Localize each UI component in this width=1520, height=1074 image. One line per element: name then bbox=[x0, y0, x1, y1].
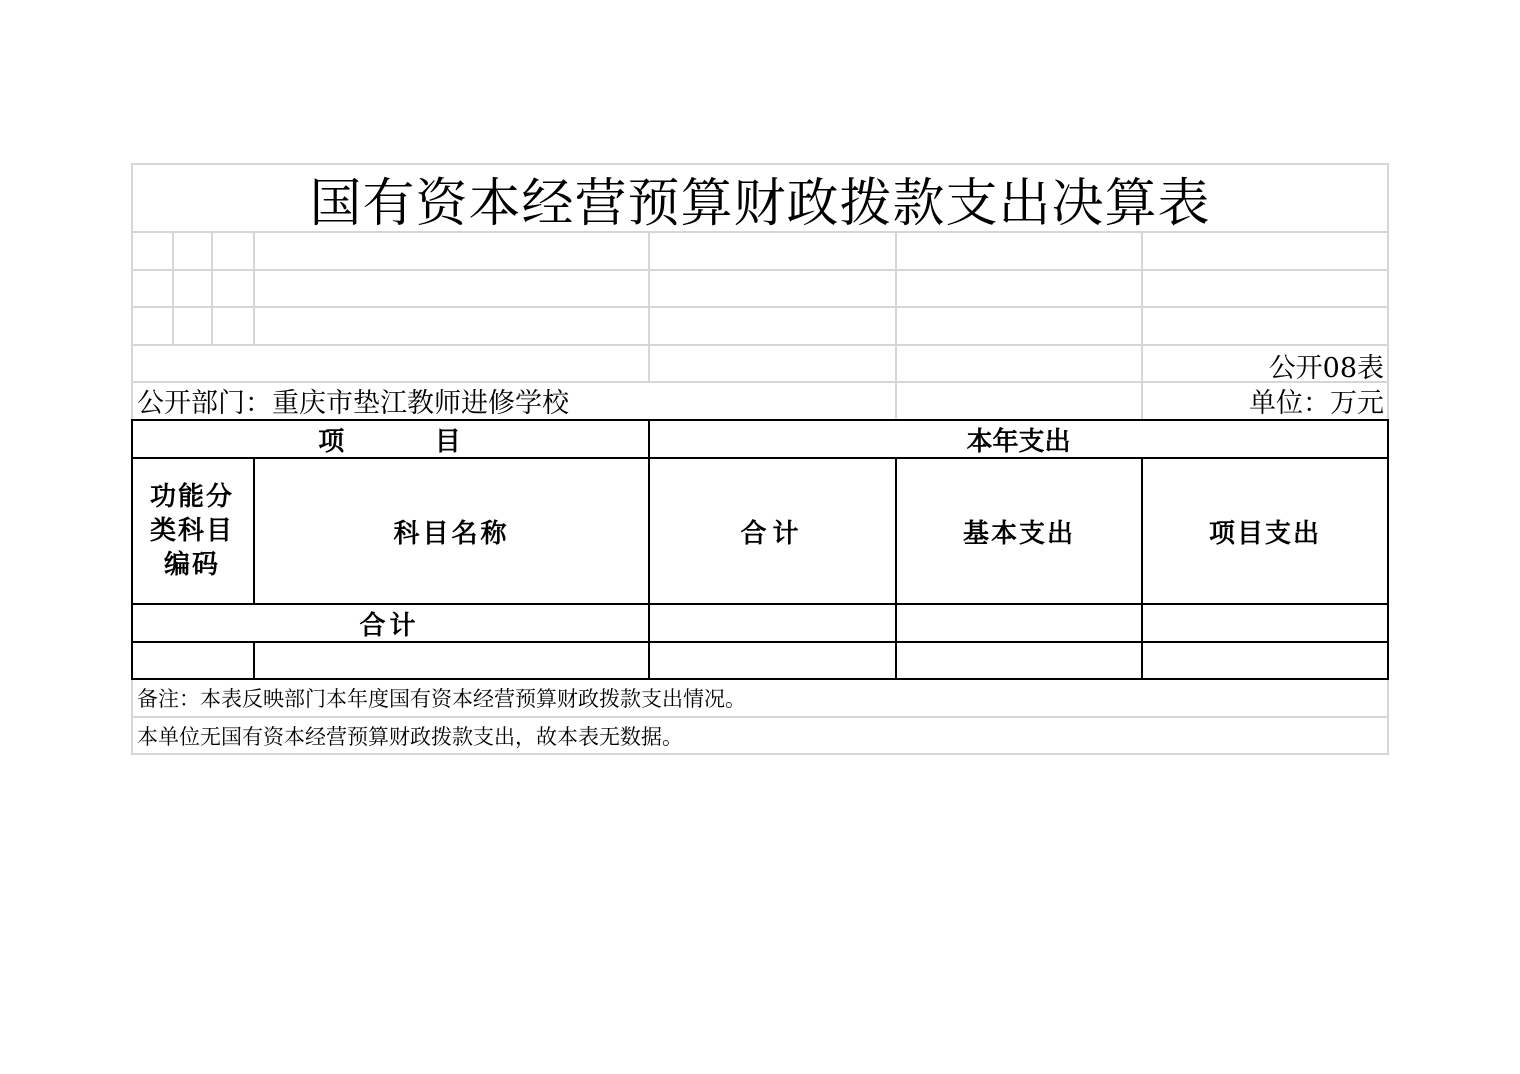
grid-line bbox=[131, 753, 1389, 755]
grid-line bbox=[895, 231, 897, 420]
grid-line bbox=[253, 231, 255, 344]
header-subject-name: 科目名称 bbox=[393, 518, 510, 549]
header-item: 项 目 bbox=[318, 426, 461, 457]
grid-line bbox=[131, 269, 1389, 271]
table-border bbox=[131, 641, 1389, 643]
note-line-2: 本单位无国有资本经营预算财政拨款支出，故本表无数据。 bbox=[137, 724, 683, 749]
table-border bbox=[1387, 419, 1389, 680]
department-label: 公开部门：重庆市垫江教师进修学校 bbox=[137, 387, 569, 419]
grid-line bbox=[211, 231, 213, 344]
header-current-year-expense: 本年支出 bbox=[966, 426, 1071, 457]
page-title: 国有资本经营预算财政拨款支出决算表 bbox=[309, 173, 1211, 231]
header-basic-expense: 基本支出 bbox=[962, 518, 1075, 549]
total-row-label: 合计 bbox=[359, 610, 420, 641]
grid-line bbox=[172, 231, 174, 344]
table-code: 公开08表 bbox=[1268, 353, 1384, 381]
note-line-1: 备注：本表反映部门本年度国有资本经营预算财政拨款支出情况。 bbox=[137, 687, 746, 711]
header-total: 合计 bbox=[740, 518, 805, 549]
grid-line bbox=[648, 231, 650, 381]
table-border bbox=[253, 641, 255, 680]
header-project-expense: 项目支出 bbox=[1208, 518, 1321, 549]
grid-line bbox=[131, 306, 1389, 308]
header-func-code: 功能分类科目编码 bbox=[149, 482, 234, 580]
budget-table-sheet bbox=[131, 163, 1389, 755]
grid-line bbox=[131, 231, 1389, 233]
unit-label: 单位：万元 bbox=[1249, 387, 1384, 419]
